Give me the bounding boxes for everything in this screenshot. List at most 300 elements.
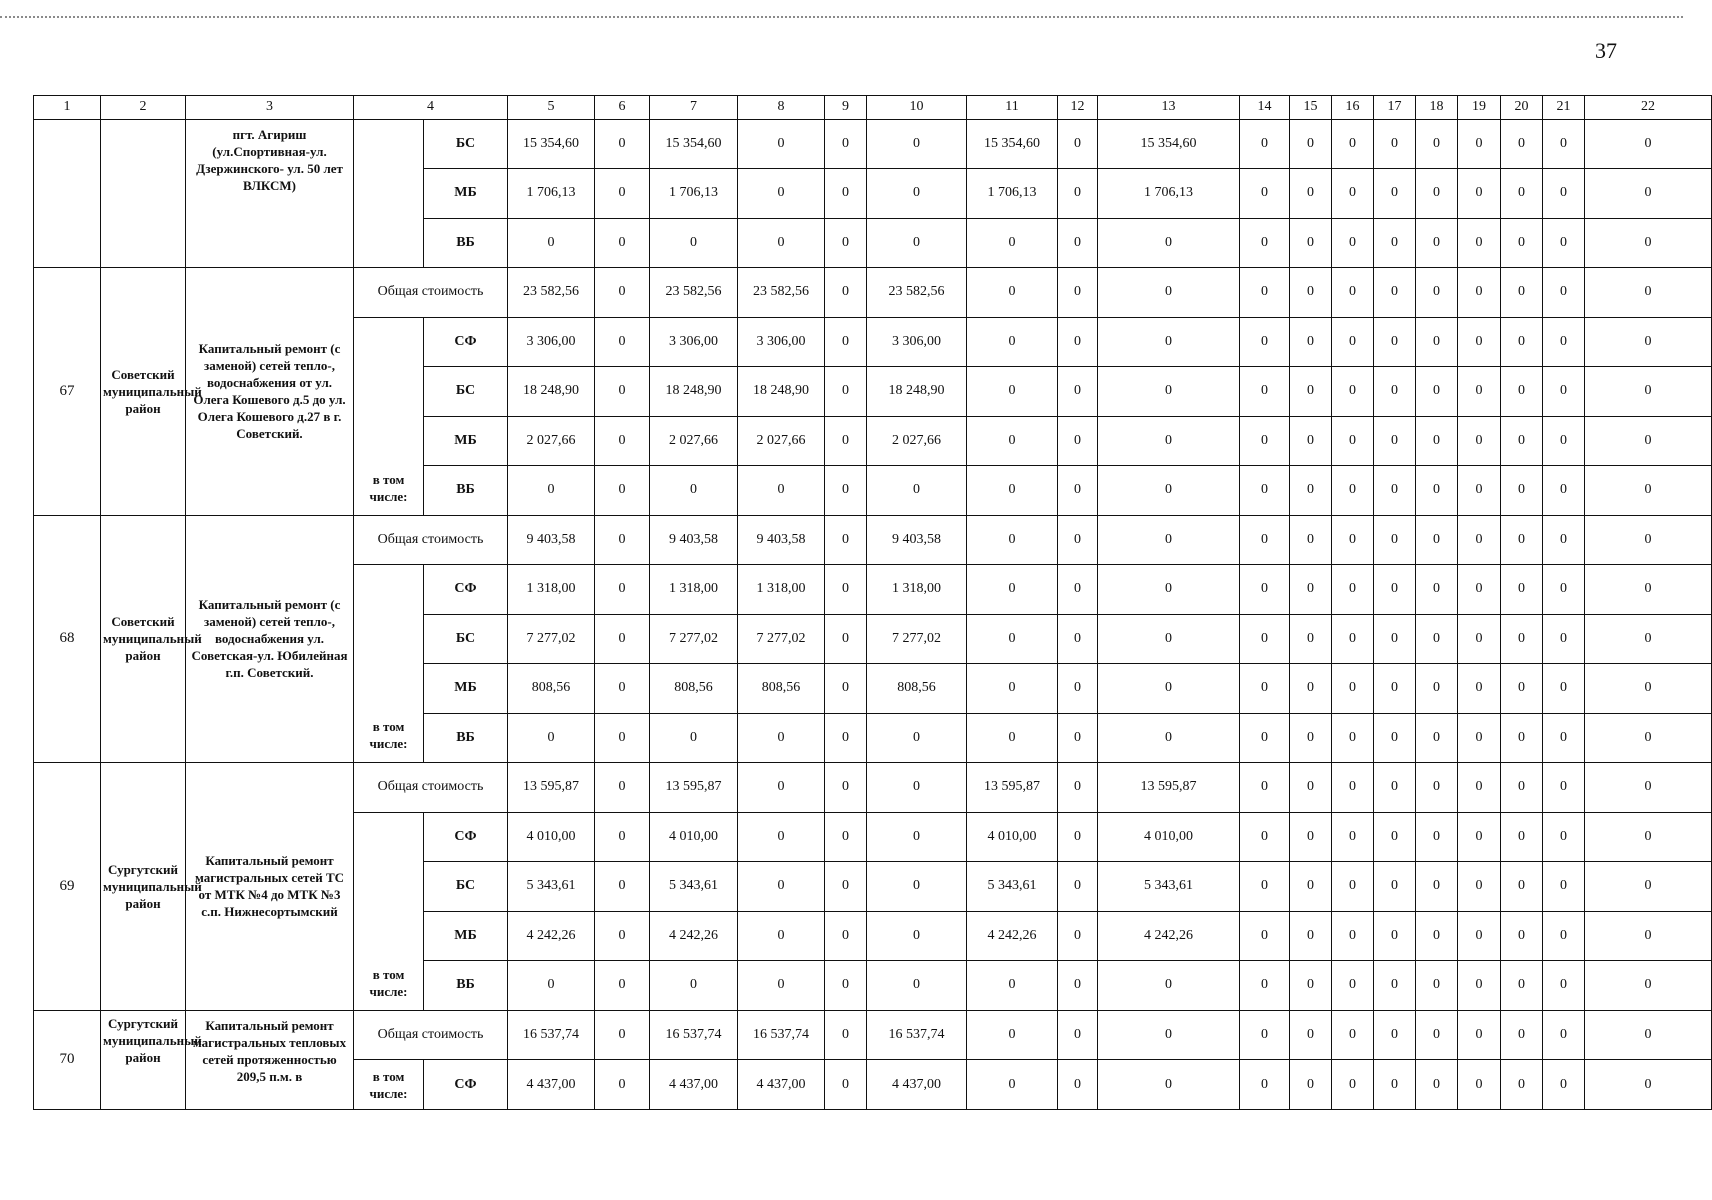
value-cell: 2 027,66	[738, 416, 825, 466]
value-cell: 0	[1098, 218, 1240, 268]
value-cell: 0	[1585, 1060, 1712, 1110]
value-cell: 0	[738, 961, 825, 1011]
description-cell: Капитальный ремонт (с заменой) сетей тепло-, водоснабжения от ул. Олега Кошевого д.5 до ул. Олега Кошевого д.27 в г. Советский.	[186, 268, 354, 516]
value-cell: 0	[1416, 416, 1458, 466]
value-cell: 0	[1332, 218, 1374, 268]
page-number: 37	[1595, 38, 1617, 63]
value-cell: 0	[1240, 169, 1290, 219]
value-cell: 0	[738, 119, 825, 169]
value-cell: 0	[1416, 614, 1458, 664]
value-cell: 4 010,00	[1098, 812, 1240, 862]
value-cell: 2 027,66	[508, 416, 595, 466]
value-cell: 18 248,90	[738, 367, 825, 417]
value-cell: 0	[1585, 862, 1712, 912]
value-cell: 0	[595, 1060, 650, 1110]
value-cell: 0	[1585, 763, 1712, 813]
value-cell: 3 306,00	[650, 317, 738, 367]
value-cell: 0	[1416, 911, 1458, 961]
table-row	[34, 119, 1712, 169]
value-cell: 23 582,56	[508, 268, 595, 318]
value-cell: 0	[1240, 812, 1290, 862]
value-cell: 0	[1458, 713, 1501, 763]
value-cell: 0	[1458, 812, 1501, 862]
value-cell: 0	[1290, 466, 1332, 516]
value-cell: 0	[1240, 268, 1290, 318]
row-number-cell: 70	[34, 1010, 101, 1109]
value-cell: 4 437,00	[738, 1060, 825, 1110]
value-cell: 4 242,26	[1098, 911, 1240, 961]
value-cell: 0	[595, 961, 650, 1011]
value-cell: 0	[1098, 1060, 1240, 1110]
value-cell: 0	[1501, 961, 1543, 1011]
funding-source-cell: МБ	[424, 664, 508, 714]
value-cell: 13 595,87	[1098, 763, 1240, 813]
header-cell: 16	[1332, 96, 1374, 120]
value-cell: 7 277,02	[867, 614, 967, 664]
header-cell: 15	[1290, 96, 1332, 120]
value-cell: 9 403,58	[508, 515, 595, 565]
value-cell: 15 354,60	[1098, 119, 1240, 169]
district-cell	[101, 119, 186, 268]
header-cell: 6	[595, 96, 650, 120]
value-cell: 0	[1374, 862, 1416, 912]
value-cell: 0	[1058, 416, 1098, 466]
value-cell: 0	[1585, 466, 1712, 516]
header-cell: 9	[825, 96, 867, 120]
value-cell: 18 248,90	[508, 367, 595, 417]
value-cell: 0	[867, 119, 967, 169]
including-label-cell: в том числе:	[354, 1060, 424, 1110]
value-cell: 0	[1458, 763, 1501, 813]
value-cell: 0	[595, 664, 650, 714]
value-cell: 0	[1501, 614, 1543, 664]
funding-source-cell: ВБ	[424, 713, 508, 763]
value-cell: 0	[967, 416, 1058, 466]
value-cell: 0	[1058, 565, 1098, 615]
value-cell: 0	[1374, 614, 1416, 664]
value-cell: 0	[1290, 763, 1332, 813]
value-cell: 0	[967, 713, 1058, 763]
value-cell: 0	[1332, 713, 1374, 763]
value-cell: 1 318,00	[650, 565, 738, 615]
value-cell: 0	[1416, 1010, 1458, 1060]
header-cell: 17	[1374, 96, 1416, 120]
value-cell: 15 354,60	[967, 119, 1058, 169]
value-cell: 0	[967, 367, 1058, 417]
value-cell: 0	[1332, 961, 1374, 1011]
value-cell: 0	[1416, 268, 1458, 318]
value-cell: 0	[1374, 1010, 1416, 1060]
value-cell: 0	[1098, 713, 1240, 763]
value-cell: 0	[825, 268, 867, 318]
value-cell: 0	[1501, 416, 1543, 466]
header-cell: 7	[650, 96, 738, 120]
value-cell: 0	[1290, 664, 1332, 714]
value-cell: 0	[1240, 614, 1290, 664]
value-cell: 0	[825, 367, 867, 417]
value-cell: 1 706,13	[967, 169, 1058, 219]
value-cell: 0	[1290, 911, 1332, 961]
value-cell: 0	[738, 812, 825, 862]
value-cell: 7 277,02	[508, 614, 595, 664]
value-cell: 0	[1374, 268, 1416, 318]
value-cell: 0	[1458, 367, 1501, 417]
value-cell: 16 537,74	[867, 1010, 967, 1060]
value-cell: 0	[1058, 1060, 1098, 1110]
value-cell: 9 403,58	[738, 515, 825, 565]
value-cell: 1 706,13	[1098, 169, 1240, 219]
value-cell: 5 343,61	[967, 862, 1058, 912]
value-cell: 0	[1543, 367, 1585, 417]
value-cell: 0	[1098, 565, 1240, 615]
value-cell: 0	[650, 961, 738, 1011]
value-cell: 1 318,00	[738, 565, 825, 615]
value-cell: 0	[867, 466, 967, 516]
value-cell: 0	[1058, 169, 1098, 219]
value-cell: 0	[1058, 763, 1098, 813]
value-cell: 0	[1374, 317, 1416, 367]
value-cell: 0	[1098, 515, 1240, 565]
value-cell: 0	[595, 1010, 650, 1060]
value-cell: 0	[1501, 713, 1543, 763]
value-cell: 0	[825, 317, 867, 367]
value-cell: 0	[1543, 218, 1585, 268]
value-cell: 0	[1501, 466, 1543, 516]
header-cell: 5	[508, 96, 595, 120]
value-cell: 0	[1332, 1010, 1374, 1060]
value-cell: 0	[595, 713, 650, 763]
value-cell: 13 595,87	[508, 763, 595, 813]
value-cell: 0	[1240, 317, 1290, 367]
description-cell: Капитальный ремонт (с заменой) сетей тепло-, водоснабжения ул. Советская-ул. Юбилейная г.п. Советский.	[186, 515, 354, 763]
value-cell: 5 343,61	[650, 862, 738, 912]
value-cell: 0	[1290, 317, 1332, 367]
value-cell: 13 595,87	[650, 763, 738, 813]
value-cell: 13 595,87	[967, 763, 1058, 813]
value-cell: 0	[738, 911, 825, 961]
value-cell: 0	[1058, 218, 1098, 268]
value-cell: 0	[1543, 812, 1585, 862]
funding-source-cell: БС	[424, 614, 508, 664]
value-cell: 808,56	[738, 664, 825, 714]
header-cell: 12	[1058, 96, 1098, 120]
value-cell: 4 242,26	[967, 911, 1058, 961]
value-cell: 0	[1058, 367, 1098, 417]
value-cell: 0	[1543, 466, 1585, 516]
value-cell: 0	[1058, 614, 1098, 664]
value-cell: 0	[1332, 367, 1374, 417]
value-cell: 0	[1240, 466, 1290, 516]
total-cost-label: Общая стоимость	[354, 515, 508, 565]
description-cell: пгт. Агириш (ул.Спортивная-ул. Дзержинского- ул. 50 лет ВЛКСМ)	[186, 119, 354, 268]
value-cell: 2 027,66	[650, 416, 738, 466]
value-cell: 4 010,00	[967, 812, 1058, 862]
value-cell: 0	[867, 812, 967, 862]
value-cell: 0	[1240, 664, 1290, 714]
value-cell: 0	[595, 812, 650, 862]
value-cell: 0	[1332, 268, 1374, 318]
value-cell: 0	[1374, 515, 1416, 565]
value-cell: 0	[1458, 1010, 1501, 1060]
table-row	[34, 515, 1712, 565]
value-cell: 0	[1332, 614, 1374, 664]
value-cell: 0	[967, 466, 1058, 516]
value-cell: 0	[595, 763, 650, 813]
value-cell: 0	[650, 218, 738, 268]
value-cell: 5 343,61	[1098, 862, 1240, 912]
value-cell: 0	[1240, 961, 1290, 1011]
value-cell: 3 306,00	[867, 317, 967, 367]
value-cell: 23 582,56	[738, 268, 825, 318]
value-cell: 0	[1585, 416, 1712, 466]
value-cell: 0	[1058, 862, 1098, 912]
value-cell: 0	[1458, 169, 1501, 219]
value-cell: 0	[1543, 268, 1585, 318]
value-cell: 0	[1458, 416, 1501, 466]
funding-source-cell: БС	[424, 119, 508, 169]
value-cell: 0	[1290, 812, 1332, 862]
value-cell: 0	[595, 367, 650, 417]
value-cell: 0	[1240, 763, 1290, 813]
value-cell: 0	[595, 565, 650, 615]
value-cell: 0	[825, 713, 867, 763]
value-cell: 0	[1332, 565, 1374, 615]
value-cell: 0	[595, 169, 650, 219]
value-cell: 0	[595, 466, 650, 516]
value-cell: 0	[1543, 664, 1585, 714]
header-cell: 21	[1543, 96, 1585, 120]
total-cost-label: Общая стоимость	[354, 763, 508, 813]
value-cell: 0	[825, 515, 867, 565]
value-cell: 0	[1374, 416, 1416, 466]
header-cell: 8	[738, 96, 825, 120]
value-cell: 0	[825, 812, 867, 862]
value-cell: 0	[1585, 169, 1712, 219]
value-cell: 0	[867, 862, 967, 912]
value-cell: 0	[1458, 862, 1501, 912]
header-row	[34, 96, 1712, 120]
header-cell: 14	[1240, 96, 1290, 120]
including-label-cell: в том числе:	[354, 317, 424, 515]
district-cell: Сургутский муниципальный район	[101, 1010, 186, 1109]
including-label-cell: в том числе:	[354, 565, 424, 763]
total-cost-label: Общая стоимость	[354, 268, 508, 318]
value-cell: 0	[1332, 169, 1374, 219]
value-cell: 0	[1374, 565, 1416, 615]
value-cell: 0	[1543, 416, 1585, 466]
value-cell: 0	[1543, 515, 1585, 565]
value-cell: 0	[1374, 119, 1416, 169]
value-cell: 0	[738, 713, 825, 763]
value-cell: 1 706,13	[650, 169, 738, 219]
row-number-cell	[34, 119, 101, 268]
value-cell: 0	[1098, 466, 1240, 516]
value-cell: 0	[825, 218, 867, 268]
value-cell: 0	[1240, 367, 1290, 417]
value-cell: 0	[1290, 565, 1332, 615]
funding-source-cell: МБ	[424, 169, 508, 219]
value-cell: 0	[1058, 713, 1098, 763]
value-cell: 0	[1585, 515, 1712, 565]
value-cell: 0	[1416, 763, 1458, 813]
value-cell: 0	[1501, 565, 1543, 615]
value-cell: 0	[867, 169, 967, 219]
value-cell: 0	[967, 664, 1058, 714]
value-cell: 0	[595, 268, 650, 318]
header-cell: 2	[101, 96, 186, 120]
value-cell: 18 248,90	[650, 367, 738, 417]
value-cell: 0	[967, 961, 1058, 1011]
value-cell: 0	[967, 317, 1058, 367]
value-cell: 0	[1240, 862, 1290, 912]
value-cell: 0	[1501, 664, 1543, 714]
value-cell: 0	[1501, 763, 1543, 813]
header-cell: 11	[967, 96, 1058, 120]
value-cell: 0	[825, 416, 867, 466]
value-cell: 0	[1240, 218, 1290, 268]
value-cell: 0	[1290, 1060, 1332, 1110]
value-cell: 0	[1332, 416, 1374, 466]
value-cell: 0	[1332, 862, 1374, 912]
value-cell: 0	[1416, 119, 1458, 169]
district-cell: Сургутский муниципальный район	[101, 763, 186, 1011]
value-cell: 808,56	[508, 664, 595, 714]
value-cell: 0	[595, 416, 650, 466]
value-cell: 0	[1501, 1060, 1543, 1110]
funding-source-cell: СФ	[424, 565, 508, 615]
value-cell: 3 306,00	[738, 317, 825, 367]
value-cell: 0	[1374, 664, 1416, 714]
description-cell: Капитальный ремонт магистральных сетей ТС от МТК №4 до МТК №3 с.п. Нижнесортымский	[186, 763, 354, 1011]
value-cell: 0	[1501, 218, 1543, 268]
value-cell: 0	[1416, 466, 1458, 516]
value-cell: 0	[1374, 367, 1416, 417]
value-cell: 0	[1098, 614, 1240, 664]
value-cell: 0	[508, 713, 595, 763]
value-cell: 0	[650, 713, 738, 763]
value-cell: 0	[1458, 515, 1501, 565]
value-cell: 18 248,90	[867, 367, 967, 417]
value-cell: 15 354,60	[650, 119, 738, 169]
value-cell: 23 582,56	[650, 268, 738, 318]
value-cell: 0	[1543, 1010, 1585, 1060]
value-cell: 0	[1458, 268, 1501, 318]
funding-source-cell: БС	[424, 367, 508, 417]
value-cell: 15 354,60	[508, 119, 595, 169]
value-cell: 0	[1501, 367, 1543, 417]
value-cell: 0	[1290, 961, 1332, 1011]
value-cell: 0	[1585, 367, 1712, 417]
value-cell: 0	[1240, 515, 1290, 565]
value-cell: 1 318,00	[867, 565, 967, 615]
including-label-cell	[354, 119, 424, 268]
value-cell: 0	[1585, 713, 1712, 763]
value-cell: 0	[1098, 961, 1240, 1011]
value-cell: 0	[1240, 713, 1290, 763]
value-cell: 9 403,58	[650, 515, 738, 565]
value-cell: 0	[825, 169, 867, 219]
value-cell: 0	[1416, 565, 1458, 615]
value-cell: 0	[1332, 1060, 1374, 1110]
value-cell: 0	[1543, 614, 1585, 664]
value-cell: 0	[1416, 862, 1458, 912]
value-cell: 0	[1416, 664, 1458, 714]
value-cell: 0	[1543, 961, 1585, 1011]
value-cell: 0	[508, 961, 595, 1011]
value-cell: 0	[1458, 565, 1501, 615]
value-cell: 0	[1290, 218, 1332, 268]
header-cell: 3	[186, 96, 354, 120]
value-cell: 0	[1098, 317, 1240, 367]
value-cell: 0	[867, 911, 967, 961]
value-cell: 0	[967, 515, 1058, 565]
value-cell: 0	[1098, 1010, 1240, 1060]
value-cell: 0	[738, 218, 825, 268]
value-cell: 0	[867, 763, 967, 813]
value-cell: 0	[1458, 961, 1501, 1011]
value-cell: 4 437,00	[867, 1060, 967, 1110]
value-cell: 0	[1098, 416, 1240, 466]
table-row	[34, 763, 1712, 813]
value-cell: 808,56	[867, 664, 967, 714]
value-cell: 7 277,02	[650, 614, 738, 664]
value-cell: 0	[595, 119, 650, 169]
value-cell: 0	[1058, 664, 1098, 714]
value-cell: 1 706,13	[508, 169, 595, 219]
value-cell: 0	[1501, 862, 1543, 912]
value-cell: 0	[1585, 218, 1712, 268]
value-cell: 0	[1098, 268, 1240, 318]
value-cell: 0	[595, 911, 650, 961]
value-cell: 1 318,00	[508, 565, 595, 615]
value-cell: 0	[1058, 911, 1098, 961]
value-cell: 0	[1585, 812, 1712, 862]
value-cell: 0	[1458, 317, 1501, 367]
value-cell: 0	[1058, 812, 1098, 862]
value-cell: 0	[1501, 119, 1543, 169]
value-cell: 0	[1585, 614, 1712, 664]
value-cell: 0	[1240, 565, 1290, 615]
value-cell: 0	[595, 614, 650, 664]
value-cell: 0	[1058, 119, 1098, 169]
value-cell: 0	[1332, 763, 1374, 813]
value-cell: 0	[508, 218, 595, 268]
value-cell: 0	[967, 1010, 1058, 1060]
value-cell: 0	[1416, 367, 1458, 417]
value-cell: 0	[1501, 169, 1543, 219]
district-cell: Советский муниципальный район	[101, 268, 186, 516]
value-cell: 0	[1374, 1060, 1416, 1110]
header-cell: 4	[354, 96, 508, 120]
value-cell: 0	[1543, 763, 1585, 813]
value-cell: 4 242,26	[508, 911, 595, 961]
description-cell: Капитальный ремонт магистральных тепловых сетей протяженностью 209,5 п.м. в	[186, 1010, 354, 1109]
including-label-cell: в том числе:	[354, 812, 424, 1010]
value-cell: 0	[1501, 911, 1543, 961]
value-cell: 0	[595, 862, 650, 912]
value-cell: 0	[1240, 416, 1290, 466]
value-cell: 0	[1332, 664, 1374, 714]
budget-table	[33, 95, 1712, 1110]
value-cell: 0	[1290, 614, 1332, 664]
value-cell: 0	[1332, 317, 1374, 367]
district-cell: Советский муниципальный район	[101, 515, 186, 763]
value-cell: 0	[1374, 169, 1416, 219]
value-cell: 0	[1458, 466, 1501, 516]
value-cell: 2 027,66	[867, 416, 967, 466]
scan-edge	[0, 16, 1683, 18]
value-cell: 0	[738, 862, 825, 912]
